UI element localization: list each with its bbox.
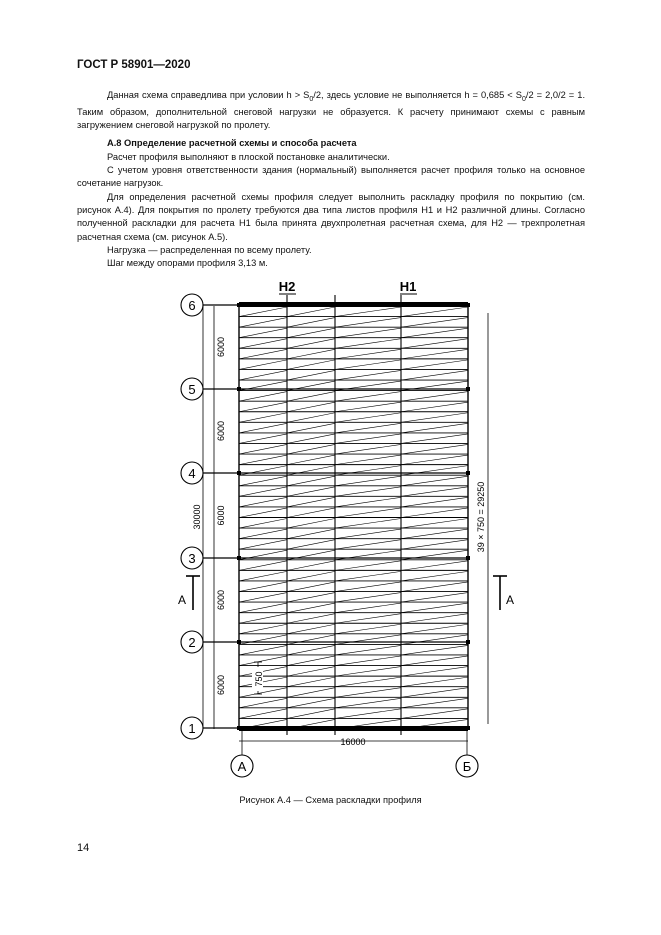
profile-sheet-line (287, 614, 335, 624)
profile-sheet-line (401, 698, 468, 708)
profile-sheet-line (401, 487, 468, 497)
profile-sheet-line (287, 307, 335, 317)
axis-row-label: 1 (188, 721, 196, 736)
axis-col-a: А (237, 759, 247, 774)
left-span-dim: 6000 (216, 336, 226, 358)
profile-sheet-line (401, 444, 468, 454)
profile-sheet-line (401, 582, 468, 592)
axis-row-label: 4 (188, 466, 196, 481)
profile-sheet-line (401, 677, 468, 687)
profile-sheet-line (287, 603, 335, 613)
support-marker (237, 303, 241, 307)
profile-sheet-line (335, 370, 401, 380)
profile-sheet-line (401, 519, 468, 529)
profile-sheet-line (401, 360, 468, 370)
profile-sheet-line (401, 603, 468, 613)
profile-sheet-line (335, 508, 401, 518)
left-span-dim: 6000 (216, 589, 226, 611)
profile-sheet-line (335, 423, 401, 433)
profile-sheet-line (239, 339, 287, 349)
profile-sheet-line (287, 423, 335, 433)
profile-sheet-line (239, 519, 287, 529)
profile-sheet-line (239, 645, 287, 655)
section-heading: А.8 Определение расчетной схемы и способа расчета (107, 138, 357, 148)
section-mark-right: А (505, 593, 515, 607)
profile-sheet-line (239, 402, 287, 412)
profile-hatching (239, 306, 468, 729)
profile-sheet-line (287, 688, 335, 698)
left-span-dim: 6000 (216, 505, 226, 526)
profile-sheet-line (287, 328, 335, 338)
profile-sheet-line (401, 434, 468, 444)
profile-sheet-line (239, 413, 287, 423)
profile-sheet-line (335, 688, 401, 698)
axis-row-label: 6 (188, 298, 196, 313)
profile-sheet-line (239, 360, 287, 370)
profile-sheet-line (335, 603, 401, 613)
profile-sheet-line (401, 476, 468, 486)
profile-sheet-line (401, 508, 468, 518)
profile-sheet-line (335, 339, 401, 349)
paragraph-5: Нагрузка — распределенная по всему пролету. (107, 245, 312, 255)
profile-sheet-line (401, 614, 468, 624)
profile-sheet-line (287, 508, 335, 518)
profile-sheet-line (335, 593, 401, 603)
profile-sheet-line (335, 519, 401, 529)
profile-sheet-line (239, 392, 287, 402)
profile-sheet-line (335, 656, 401, 666)
profile-sheet-line (335, 677, 401, 687)
profile-sheet-line (239, 709, 287, 719)
profile-sheet-line (335, 349, 401, 359)
profile-sheet-line (335, 392, 401, 402)
profile-sheet-line (239, 561, 287, 571)
profile-sheet-line (401, 318, 468, 328)
support-marker (466, 471, 470, 475)
profile-sheet-line (335, 698, 401, 708)
profile-sheet-line (287, 698, 335, 708)
profile-sheet-line (239, 318, 287, 328)
support-marker (466, 387, 470, 391)
profile-sheet-line (239, 476, 287, 486)
profile-sheet-line (335, 540, 401, 550)
profile-sheet-line (239, 455, 287, 465)
axis-col-b: Б (462, 759, 472, 774)
profile-sheet-line (401, 497, 468, 507)
profile-sheet-line (287, 413, 335, 423)
profile-sheet-line (401, 561, 468, 571)
profile-sheet-line (239, 487, 287, 497)
profile-sheet-line (239, 349, 287, 359)
profile-sheet-line (287, 434, 335, 444)
profile-sheet-line (401, 656, 468, 666)
profile-sheet-line (335, 360, 401, 370)
profile-sheet-line (287, 392, 335, 402)
profile-sheet-line (401, 349, 468, 359)
profile-sheet-line (335, 614, 401, 624)
profile-sheet-line (239, 466, 287, 476)
paragraph-6: Шаг между опорами профиля 3,13 м. (107, 258, 268, 268)
profile-sheet-line (335, 561, 401, 571)
profile-sheet-line (335, 487, 401, 497)
axis-row-label: 2 (188, 635, 196, 650)
profile-sheet-line (287, 444, 335, 454)
profile-sheet-line (335, 434, 401, 444)
profile-sheet-line (287, 455, 335, 465)
profile-sheet-line (401, 624, 468, 634)
left-span-dim: 6000 (216, 674, 226, 696)
profile-sheet-line (239, 444, 287, 454)
profile-sheet-line (401, 667, 468, 677)
profile-sheet-line (287, 593, 335, 603)
profile-sheet-line (335, 571, 401, 581)
profile-sheet-line (239, 423, 287, 433)
profile-sheet-line (239, 624, 287, 634)
profile-sheet-line (239, 582, 287, 592)
profile-sheet-line (287, 497, 335, 507)
profile-sheet-line (287, 519, 335, 529)
profile-sheet-line (287, 571, 335, 581)
paragraph-2: Расчет профиля выполняют в плоской постановке аналитически. (107, 152, 390, 162)
profile-sheet-line (287, 667, 335, 677)
profile-sheet-line (401, 307, 468, 317)
profile-sheet-line (401, 402, 468, 412)
profile-sheet-line (401, 466, 468, 476)
profile-sheet-line (335, 413, 401, 423)
figure-caption: Рисунок А.4 — Схема раскладки профиля (239, 795, 422, 805)
paragraph-1: Данная схема справедлива при условии $h > S_0/2$, здесь условие не выполняется $h = 0,685 < S_0/2 = 2,0/2 = 1$. Таким образом, дополнительной снеговой нагрузки не образуется. К расчету принимают схемы с равным загружением снеговой нагрузкой по пролету. (77, 90, 586, 131)
profile-sheet-line (239, 508, 287, 518)
profile-sheet-line (287, 360, 335, 370)
support-marker (237, 387, 241, 391)
profile-sheet-line (239, 698, 287, 708)
bottom-dim: 16000 (340, 737, 366, 747)
profile-sheet-line (401, 593, 468, 603)
profile-sheet-line (239, 328, 287, 338)
profile-sheet-line (239, 370, 287, 380)
profile-sheet-line (335, 635, 401, 645)
profile-sheet-line (335, 582, 401, 592)
profile-sheet-line (335, 624, 401, 634)
profile-sheet-line (239, 307, 287, 317)
profile-sheet-line (287, 656, 335, 666)
profile-sheet-line (401, 571, 468, 581)
support-marker (466, 640, 470, 644)
profile-sheet-line (401, 709, 468, 719)
profile-sheet-line (335, 667, 401, 677)
profile-sheet-line (239, 571, 287, 581)
profile-sheet-line (287, 466, 335, 476)
profile-sheet-line (335, 402, 401, 412)
profile-sheet-line (287, 487, 335, 497)
profile-sheet-line (401, 455, 468, 465)
paragraph-4: Для определения расчетной схемы профиля следует выполнить раскладку профиля по покрытию (см. рисунок А.4). Для покрытия по пролету требуются два типа листов профиля Н1 и Н2 различной длины. Согласно полученной раскладки для расчета Н1 была принята двухпролетная расчетная схема, для Н2 — трехпролетная расчетная схема (см. рисунок А.5). (77, 192, 585, 242)
support-marker (466, 556, 470, 560)
profile-sheet-line (239, 603, 287, 613)
profile-sheet-line (287, 582, 335, 592)
support-marker (237, 640, 241, 644)
profile-sheet-line (335, 709, 401, 719)
support-marker (237, 726, 241, 730)
profile-sheet-line (335, 476, 401, 486)
profile-sheet-line (287, 561, 335, 571)
support-marker (237, 556, 241, 560)
profile-sheet-line (401, 328, 468, 338)
profile-sheet-line (287, 349, 335, 359)
profile-sheet-line (239, 434, 287, 444)
total-dim: 30000 (192, 504, 202, 530)
support-marker (466, 726, 470, 730)
support-marker (237, 471, 241, 475)
profile-sheet-line (401, 529, 468, 539)
profile-sheet-line (287, 370, 335, 380)
label-h1: Н1 (399, 279, 417, 294)
profile-sheet-line (401, 645, 468, 655)
profile-sheet-line (335, 455, 401, 465)
profile-sheet-line (287, 540, 335, 550)
profile-sheet-line (287, 635, 335, 645)
profile-sheet-line (335, 444, 401, 454)
profile-sheet-line (401, 413, 468, 423)
right-dim: 39 × 750 = 29250 (476, 481, 486, 553)
paragraph-3: С учетом уровня ответственности здания (нормальный) выполняется расчет профиля только на основное сочетание нагрузок. (77, 165, 585, 189)
profile-sheet-line (287, 624, 335, 634)
profile-sheet-line (401, 540, 468, 550)
profile-sheet-line (239, 614, 287, 624)
profile-sheet-line (335, 529, 401, 539)
section-mark-left: А (177, 593, 187, 607)
axis-row-label: 5 (188, 382, 196, 397)
profile-sheet-line (401, 370, 468, 380)
small-dim: 750 (254, 671, 264, 687)
profile-sheet-line (287, 476, 335, 486)
profile-sheet-line (287, 645, 335, 655)
profile-sheet-line (401, 392, 468, 402)
profile-sheet-line (401, 339, 468, 349)
axis-row-label: 3 (188, 551, 196, 566)
profile-sheet-line (287, 339, 335, 349)
layout-drawing (0, 275, 661, 795)
profile-sheet-line (335, 318, 401, 328)
support-marker (466, 303, 470, 307)
profile-sheet-line (239, 593, 287, 603)
profile-sheet-line (287, 677, 335, 687)
profile-sheet-line (401, 423, 468, 433)
profile-sheet-line (287, 709, 335, 719)
profile-sheet-line (287, 529, 335, 539)
profile-sheet-line (335, 307, 401, 317)
left-span-dim: 6000 (216, 420, 226, 442)
profile-sheet-line (335, 497, 401, 507)
profile-sheet-line (239, 497, 287, 507)
profile-sheet-line (335, 645, 401, 655)
profile-sheet-line (335, 466, 401, 476)
document-header: ГОСТ Р 58901—2020 (77, 59, 191, 71)
profile-sheet-line (287, 402, 335, 412)
profile-sheet-line (239, 656, 287, 666)
page-number: 14 (77, 842, 90, 854)
profile-sheet-line (239, 540, 287, 550)
label-h2: Н2 (278, 279, 296, 294)
profile-sheet-line (401, 635, 468, 645)
profile-sheet-line (335, 328, 401, 338)
profile-sheet-line (239, 635, 287, 645)
profile-sheet-line (401, 688, 468, 698)
profile-sheet-line (287, 318, 335, 328)
profile-sheet-line (239, 529, 287, 539)
